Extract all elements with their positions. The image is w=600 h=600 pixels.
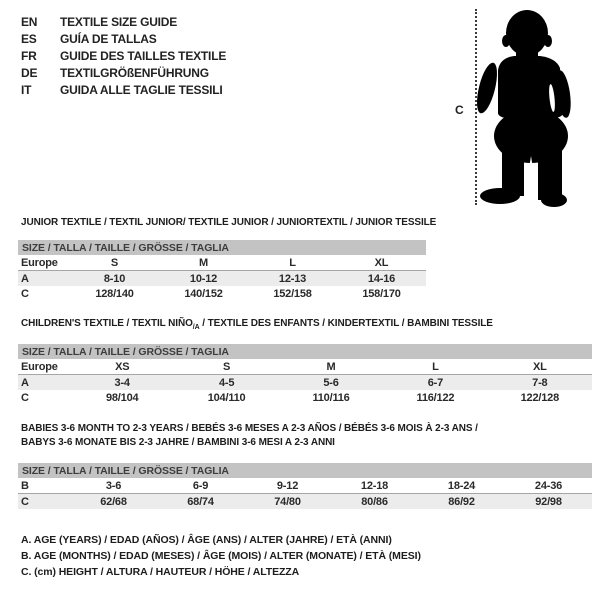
table-row (18, 359, 592, 375)
table-cell: S (223, 360, 231, 373)
title-text: CHILDREN'S TEXTILE / TEXTIL NIÑO (21, 318, 193, 329)
table-cell: 3-4 (114, 376, 130, 389)
legend-line-a: A. AGE (YEARS) / EDAD (AÑOS) / ÂGE (ANS) / ALTER (JAHRE) / ETÀ (ANNI) (21, 534, 392, 546)
table-row (18, 375, 592, 390)
list-item (21, 81, 226, 98)
table-cell: 3-6 (105, 479, 122, 492)
table-cell: 62/68 (100, 495, 127, 508)
baby-silhouette (470, 8, 580, 208)
table-cell: L (289, 256, 296, 269)
table-cell: 86/92 (448, 495, 475, 508)
table-row (18, 286, 426, 301)
table-cell: 104/110 (207, 391, 246, 404)
language-label: GUIDA ALLE TAGLIE TESSILI (60, 82, 223, 97)
language-code: ES (21, 31, 37, 46)
table-cell: M (199, 256, 208, 269)
language-code: IT (21, 82, 32, 97)
table-cell: M (326, 360, 336, 373)
table-cell: 98/104 (105, 391, 139, 404)
row-label: C (21, 287, 29, 300)
table-cell: S (110, 256, 119, 269)
table-cell: 6-9 (192, 479, 209, 492)
table-cell: 122/128 (520, 391, 560, 404)
row-label: A (21, 272, 29, 285)
babies-section-title-line1: BABIES 3-6 MONTH TO 2-3 YEARS / BEBÉS 3-6 MESES A 2-3 AÑOS / BÉBÉS 3-6 MOIS À 2-3 ANS / (21, 423, 478, 434)
table-cell: 68/74 (187, 495, 214, 508)
row-label: Europe (21, 256, 58, 269)
table-cell: 14-16 (367, 272, 396, 285)
table-cell: XL (374, 256, 389, 269)
list-item (21, 30, 226, 47)
title-subscript: /A (192, 324, 200, 331)
language-code: DE (21, 65, 38, 80)
table-cell: L (432, 360, 439, 373)
table-cell: 116/122 (416, 391, 455, 404)
babies-section-title-line2: BABYS 3-6 MONATE BIS 2-3 JAHRE / BAMBINI 3-6 MESI A 2-3 ANNI (21, 437, 335, 448)
language-code: EN (21, 14, 38, 29)
table-row (18, 494, 592, 509)
table-cell: XL (533, 360, 547, 373)
table-cell: 24-36 (534, 479, 563, 492)
language-title-list (21, 13, 226, 98)
table-cell: 4-5 (218, 376, 235, 389)
table-row (18, 478, 592, 494)
table-cell: 12-13 (278, 272, 307, 285)
size-header-bar: SIZE / TALLA / TAILLE / GRÖSSE / TAGLIA (18, 240, 426, 255)
language-label: GUIDE DES TAILLES TEXTILE (60, 48, 227, 63)
table-row (18, 390, 592, 405)
height-measure-label: C (455, 103, 464, 117)
table-cell: 110/116 (312, 391, 350, 404)
table-cell: 80/86 (361, 495, 388, 508)
table-cell: 152/158 (273, 287, 312, 300)
table-cell: 158/170 (362, 287, 401, 300)
language-label: GUÍA DE TALLAS (60, 31, 157, 46)
table-cell: 128/140 (95, 287, 134, 300)
language-label: TEXTILE SIZE GUIDE (60, 14, 178, 29)
list-item (21, 13, 226, 30)
children-table (18, 344, 592, 405)
table-cell: XS (115, 360, 130, 373)
row-label: C (21, 495, 29, 508)
table-cell: 74/80 (274, 495, 301, 508)
language-label: TEXTILGRÖßENFÜHRUNG (60, 65, 209, 80)
table-cell: 9-12 (276, 479, 299, 492)
row-label: A (21, 376, 29, 389)
list-item (21, 64, 226, 81)
legend-line-c: C. (cm) HEIGHT / ALTURA / HAUTEUR / HÖHE / ALTEZZA (21, 566, 300, 578)
children-section-title (21, 318, 493, 331)
row-label: Europe (21, 360, 58, 373)
table-cell: 6-7 (427, 376, 444, 389)
table-row (18, 255, 426, 271)
row-label: B (21, 479, 29, 492)
babies-table (18, 463, 592, 509)
table-cell: 5-6 (323, 376, 339, 389)
size-header-bar: SIZE / TALLA / TAILLE / GRÖSSE / TAGLIA (18, 463, 592, 478)
size-header-bar: SIZE / TALLA / TAILLE / GRÖSSE / TAGLIA (18, 344, 592, 359)
table-row (18, 271, 426, 286)
title-text: / TEXTILE DES ENFANTS / KINDERTEXTIL / BAMBINI TESSILE (199, 318, 493, 329)
table-cell: 140/152 (184, 287, 223, 300)
language-code: FR (21, 48, 37, 63)
list-item (21, 47, 226, 64)
junior-table (18, 240, 426, 301)
table-cell: 12-18 (360, 479, 389, 492)
table-cell: 92/98 (535, 495, 562, 508)
junior-section-title: JUNIOR TEXTILE / TEXTIL JUNIOR/ TEXTILE JUNIOR / JUNIORTEXTIL / JUNIOR TESSILE (21, 217, 437, 228)
table-cell: 7-8 (532, 376, 548, 389)
measurement-legend (21, 534, 421, 582)
table-cell: 18-24 (447, 479, 476, 492)
legend-line-b: B. AGE (MONTHS) / EDAD (MESES) / ÂGE (MOIS) / ALTER (MONATE) / ETÀ (MESI) (21, 550, 421, 562)
table-cell: 8-10 (103, 272, 126, 285)
row-label: C (21, 391, 29, 404)
table-cell: 10-12 (189, 272, 218, 285)
